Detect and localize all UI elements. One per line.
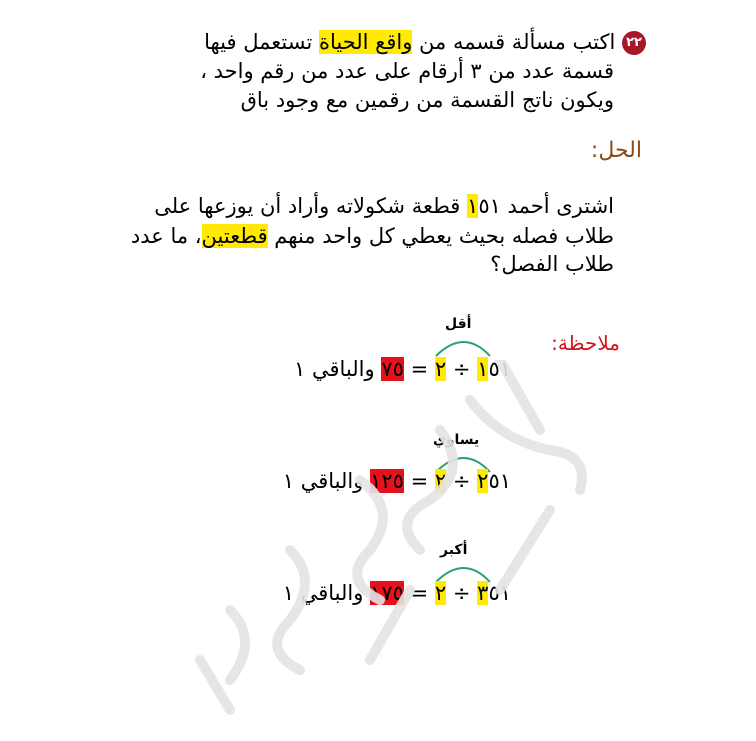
solution-text-1b: ٥١ قطعة شكولاته وأراد أن يوزعها على: [154, 194, 501, 218]
question-text-3: ويكون ناتج القسمة من رقمين مع وجود باق: [240, 88, 614, 112]
question-number-badge: ٢٢: [622, 31, 646, 55]
question-text-1a: اكتب مسألة قسمه من: [412, 30, 616, 54]
dividend-highlight: ١: [477, 357, 489, 381]
solution-text-3: طلاب الفصل؟: [490, 252, 614, 276]
solution-text-2b: ، ما عدد: [130, 224, 202, 248]
watermark-signature: [170, 360, 610, 720]
dividend-highlight: ٢: [477, 469, 489, 493]
note-label: ملاحظة:: [551, 331, 620, 355]
remainder-text: والباقي ١: [282, 469, 364, 493]
divisor: ٢: [434, 581, 447, 605]
solution-text-2a: طلاب فصله بحيث يعطي كل واحد منهم: [267, 224, 614, 248]
quotient: ١٢٥: [370, 469, 404, 493]
solution-highlight-1: ١: [467, 194, 479, 218]
equals-sign: =: [410, 357, 429, 381]
divisor: ٢: [434, 469, 447, 493]
dividend-rest: ٥١: [488, 581, 511, 605]
solution-highlight-2: قطعتين: [201, 224, 268, 248]
question-text-1b: تستعمل فيها: [204, 30, 319, 54]
equals-sign: =: [410, 581, 429, 605]
solution-line-3: [490, 250, 614, 278]
solution-line-2: [131, 222, 614, 250]
question-text-2: قسمة عدد من ٣ أرقام على عدد من رقم واحد ،: [200, 59, 614, 83]
solution-text-1a: اشترى أحمد: [500, 194, 614, 218]
question-line-2: [200, 57, 614, 85]
arc-label-greater: أكبر: [440, 542, 468, 558]
dividend-rest: ٥١: [488, 469, 511, 493]
arc-label-equal: يساوي: [433, 432, 480, 448]
divisor: ٢: [434, 357, 447, 381]
quotient: ٧٥: [381, 357, 404, 381]
equals-sign: =: [410, 469, 429, 493]
dividend-highlight: ٣: [477, 581, 489, 605]
solution-title: الحل:: [590, 138, 642, 163]
quotient: ١٧٥: [370, 581, 404, 605]
solution-line-1: [154, 192, 614, 220]
dividend-rest: ٥١: [488, 357, 511, 381]
question-highlight: واقع الحياة: [318, 30, 413, 54]
divide-sign: ÷: [452, 469, 471, 493]
question-line-3: [241, 86, 614, 114]
remainder-text: والباقي ١: [294, 357, 375, 381]
question-line-1: [204, 28, 646, 56]
divide-sign: ÷: [452, 581, 471, 605]
remainder-text: والباقي ١: [282, 581, 364, 605]
divide-sign: ÷: [452, 357, 471, 381]
arc-label-less: أقل: [445, 316, 472, 332]
